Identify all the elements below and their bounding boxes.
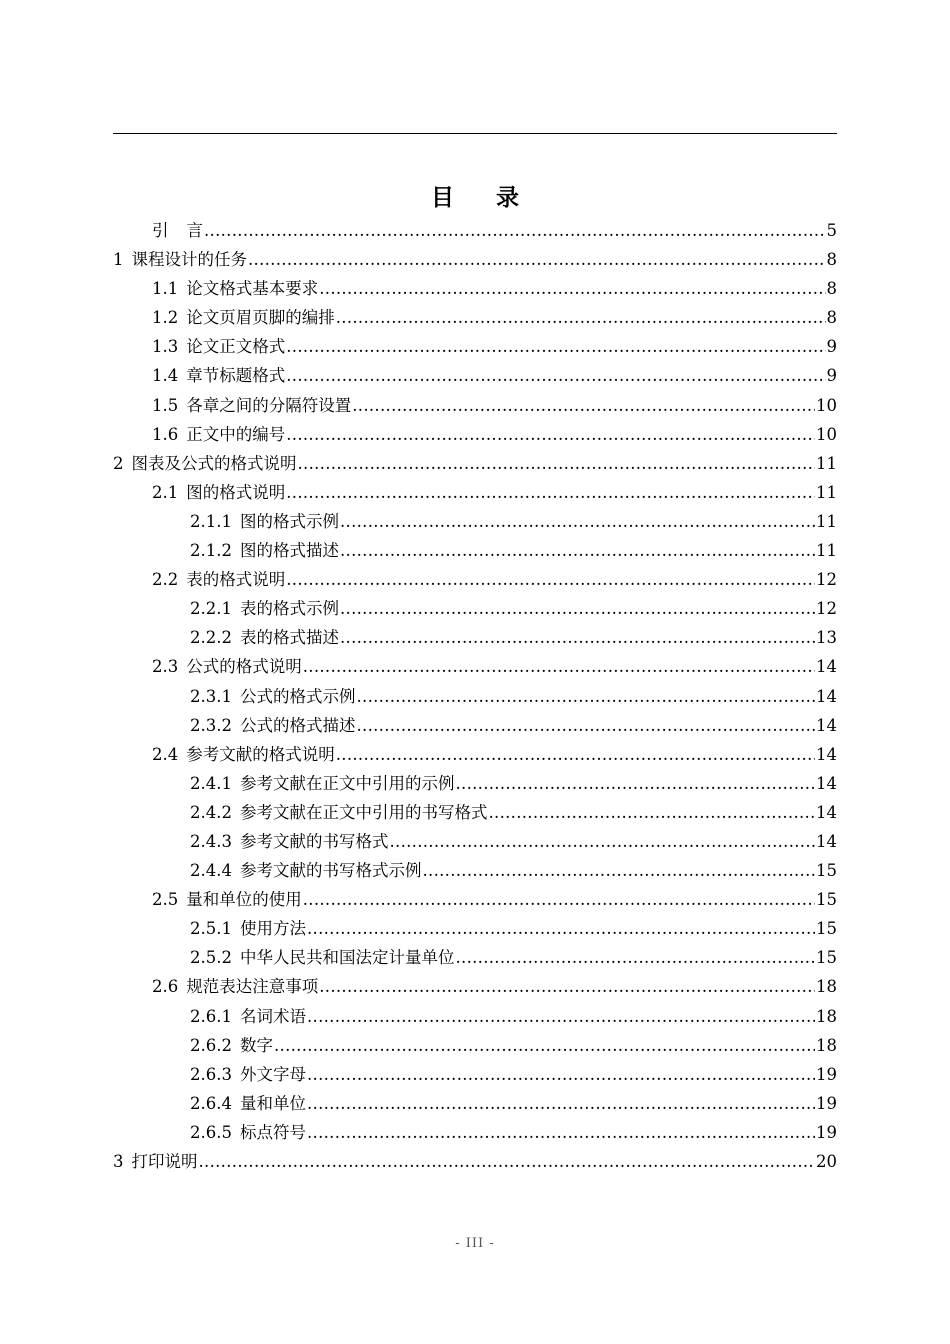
toc-entry-page: 8 xyxy=(826,250,837,270)
toc-entry[interactable] xyxy=(113,216,837,245)
toc-entry-title: 课程设计的任务 xyxy=(131,250,247,270)
toc-entry-page: 13 xyxy=(816,628,837,648)
toc-entry[interactable] xyxy=(113,274,837,303)
toc-entry[interactable] xyxy=(113,798,837,827)
toc-entry-page: 19 xyxy=(816,1064,837,1084)
toc-dot-leader xyxy=(286,420,815,449)
toc-entry-number: 2.1 xyxy=(152,482,179,502)
toc-entry-number: 2.3.2 xyxy=(190,715,232,735)
toc-dot-leader xyxy=(422,856,815,885)
toc-dot-leader xyxy=(488,798,815,827)
toc-entry[interactable] xyxy=(113,391,837,420)
toc-entry-number: 2.6 xyxy=(152,977,179,997)
toc-entry-title: 引言 xyxy=(152,221,221,240)
toc-entry-page: 9 xyxy=(826,337,837,357)
toc-entry-number: 2.6.1 xyxy=(190,1006,232,1026)
toc-entry-page: 19 xyxy=(816,1093,837,1113)
toc-dot-leader xyxy=(286,565,815,594)
toc-entry-number: 2.4.1 xyxy=(190,773,232,793)
toc-dot-leader xyxy=(307,1060,815,1089)
toc-entry-page: 18 xyxy=(816,977,837,997)
toc-entry[interactable] xyxy=(113,1147,837,1176)
toc-entry-number: 2.4.3 xyxy=(190,831,232,851)
toc-dot-leader xyxy=(307,914,815,943)
toc-entry-number: 3 xyxy=(113,1152,124,1171)
toc-entry-title: 名词术语 xyxy=(239,1006,306,1026)
toc-entry-number: 2.5 xyxy=(152,890,179,910)
toc-entry[interactable] xyxy=(113,652,837,681)
toc-entry-title: 打印说明 xyxy=(131,1152,198,1171)
toc-entry[interactable] xyxy=(113,536,837,565)
toc-entry[interactable] xyxy=(113,303,837,332)
toc-dot-leader xyxy=(455,769,815,798)
toc-entry-page: 15 xyxy=(816,890,837,910)
toc-dot-leader xyxy=(298,449,816,478)
toc-entry[interactable] xyxy=(113,1089,837,1118)
toc-entry-page: 14 xyxy=(816,773,837,793)
toc-entry[interactable] xyxy=(113,1031,837,1060)
toc-entry-number: 2.2.2 xyxy=(190,628,232,648)
toc-entry-number: 2.6.4 xyxy=(190,1093,232,1113)
toc-entry-number: 2.1.2 xyxy=(190,541,232,561)
toc-entry-page: 20 xyxy=(816,1152,837,1171)
toc-dot-leader xyxy=(340,507,815,536)
toc-entry-page: 14 xyxy=(816,831,837,851)
toc-entry-page: 8 xyxy=(826,279,837,299)
toc-dot-leader xyxy=(356,682,815,711)
toc-dot-leader xyxy=(307,1002,815,1031)
toc-entry-page: 14 xyxy=(816,686,837,706)
toc-entry[interactable] xyxy=(113,972,837,1001)
toc-dot-leader xyxy=(286,332,825,361)
toc-entry[interactable] xyxy=(113,740,837,769)
toc-entry-page: 10 xyxy=(816,424,837,444)
toc-entry[interactable] xyxy=(113,245,837,274)
toc-entry-title: 图的格式说明 xyxy=(186,482,286,502)
toc-dot-leader xyxy=(204,216,826,245)
header-rule xyxy=(113,133,837,134)
toc-entry[interactable] xyxy=(113,1060,837,1089)
toc-entry-title: 数字 xyxy=(239,1035,273,1055)
table-of-contents xyxy=(113,216,837,1176)
toc-entry-title: 参考文献的格式说明 xyxy=(186,744,335,764)
toc-entry-number: 2.4.2 xyxy=(190,802,232,822)
toc-dot-leader xyxy=(319,972,815,1001)
toc-entry-page: 8 xyxy=(826,308,837,328)
toc-entry-title: 外文字母 xyxy=(239,1064,306,1084)
footer-page-number: - III - xyxy=(455,1236,495,1251)
toc-entry-number: 1.3 xyxy=(152,337,179,357)
toc-dot-leader xyxy=(352,391,815,420)
toc-entry-title: 表的格式示例 xyxy=(239,599,339,619)
toc-entry-page: 11 xyxy=(816,511,837,531)
toc-entry-title: 公式的格式说明 xyxy=(186,657,302,677)
toc-entry[interactable] xyxy=(113,1118,837,1147)
toc-entry[interactable] xyxy=(113,478,837,507)
toc-dot-leader xyxy=(340,623,815,652)
toc-entry-title: 参考文献在正文中引用的示例 xyxy=(239,773,455,793)
toc-entry-number: 2.6.2 xyxy=(190,1035,232,1055)
toc-entry-number: 2.6.5 xyxy=(190,1122,232,1142)
toc-entry[interactable] xyxy=(113,623,837,652)
toc-entry[interactable] xyxy=(113,449,837,478)
toc-entry-title: 图的格式示例 xyxy=(239,511,339,531)
toc-entry-title: 论文格式基本要求 xyxy=(186,279,319,299)
toc-entry-title: 中华人民共和国法定计量单位 xyxy=(239,948,455,968)
toc-entry-number: 2.6.3 xyxy=(190,1064,232,1084)
toc-entry-number: 2.4 xyxy=(152,744,179,764)
toc-entry-page: 10 xyxy=(816,395,837,415)
toc-entry-title: 论文正文格式 xyxy=(186,337,286,357)
toc-entry-number: 2.5.1 xyxy=(190,919,232,939)
toc-entry-number: 2.2 xyxy=(152,570,179,590)
toc-entry-page: 18 xyxy=(816,1006,837,1026)
toc-entry-title: 参考文献在正文中引用的书写格式 xyxy=(239,802,488,822)
toc-entry-title: 章节标题格式 xyxy=(186,366,286,386)
toc-entry-number: 2 xyxy=(113,453,124,473)
toc-entry-title: 图的格式描述 xyxy=(239,541,339,561)
toc-title-char: 录 xyxy=(496,184,519,211)
toc-entry-title: 表的格式描述 xyxy=(239,628,339,648)
toc-dot-leader xyxy=(286,478,815,507)
toc-entry-title: 量和单位的使用 xyxy=(186,890,302,910)
toc-entry-title: 参考文献的书写格式示例 xyxy=(239,861,422,881)
toc-entry-number: 2.4.4 xyxy=(190,861,232,881)
toc-entry-page: 14 xyxy=(816,715,837,735)
toc-dot-leader xyxy=(248,245,826,274)
toc-entry[interactable] xyxy=(113,885,837,914)
toc-entry[interactable] xyxy=(113,943,837,972)
toc-entry-title: 公式的格式描述 xyxy=(239,715,356,735)
toc-entry-page: 12 xyxy=(816,570,837,590)
toc-entry-number: 2.2.1 xyxy=(190,599,232,619)
toc-entry-page: 14 xyxy=(816,744,837,764)
toc-entry-number: 1.4 xyxy=(152,366,179,386)
toc-dot-leader xyxy=(286,361,825,390)
toc-entry-title: 量和单位 xyxy=(239,1093,306,1113)
toc-entry-page: 11 xyxy=(816,541,837,561)
toc-entry-title: 正文中的编号 xyxy=(186,424,286,444)
toc-dot-leader xyxy=(307,1118,815,1147)
toc-entry-title: 使用方法 xyxy=(239,919,306,939)
toc-entry-number: 1.1 xyxy=(152,279,179,299)
toc-entry[interactable] xyxy=(113,332,837,361)
toc-entry-page: 15 xyxy=(816,919,837,939)
toc-entry-page: 18 xyxy=(816,1035,837,1055)
toc-entry[interactable] xyxy=(113,361,837,390)
toc-entry-number: 1.5 xyxy=(152,395,179,415)
toc-entry[interactable] xyxy=(113,682,837,711)
toc-entry-page: 15 xyxy=(816,948,837,968)
toc-entry[interactable] xyxy=(113,594,837,623)
toc-entry-page: 12 xyxy=(816,599,837,619)
toc-dot-leader xyxy=(199,1147,816,1176)
toc-dot-leader xyxy=(340,536,815,565)
toc-dot-leader xyxy=(336,740,815,769)
toc-entry[interactable] xyxy=(113,711,837,740)
toc-dot-leader xyxy=(303,652,815,681)
toc-entry-title: 公式的格式示例 xyxy=(239,686,356,706)
toc-dot-leader xyxy=(389,827,815,856)
toc-entry-number: 2.5.2 xyxy=(190,948,232,968)
toc-entry-page: 11 xyxy=(816,453,837,473)
toc-entry-number: 1.2 xyxy=(152,308,179,328)
toc-entry[interactable] xyxy=(113,914,837,943)
toc-entry[interactable] xyxy=(113,769,837,798)
toc-entry-page: 15 xyxy=(816,861,837,881)
toc-entry-title: 各章之间的分隔符设置 xyxy=(186,395,352,415)
toc-dot-leader xyxy=(303,885,815,914)
toc-entry-page: 5 xyxy=(826,221,837,240)
toc-title xyxy=(0,182,950,214)
toc-entry-title: 标点符号 xyxy=(239,1122,306,1142)
toc-dot-leader xyxy=(274,1031,815,1060)
toc-dot-leader xyxy=(340,594,815,623)
toc-entry-title: 规范表达注意事项 xyxy=(186,977,319,997)
toc-dot-leader xyxy=(307,1089,815,1118)
toc-dot-leader xyxy=(319,274,825,303)
toc-dot-leader xyxy=(356,711,815,740)
toc-entry-title: 图表及公式的格式说明 xyxy=(131,453,297,473)
toc-dot-leader xyxy=(455,943,815,972)
toc-entry[interactable] xyxy=(113,827,837,856)
toc-entry[interactable] xyxy=(113,507,837,536)
toc-title-char: 目 xyxy=(431,184,454,211)
toc-entry-page: 11 xyxy=(816,482,837,502)
toc-entry-title: 论文页眉页脚的编排 xyxy=(186,308,335,328)
toc-entry-title: 表的格式说明 xyxy=(186,570,286,590)
toc-dot-leader xyxy=(336,303,826,332)
toc-entry-number: 2.1.1 xyxy=(190,511,232,531)
toc-entry-number: 2.3.1 xyxy=(190,686,232,706)
toc-entry-title: 参考文献的书写格式 xyxy=(239,831,389,851)
toc-entry-number: 2.3 xyxy=(152,657,179,677)
toc-entry[interactable] xyxy=(113,565,837,594)
toc-entry-page: 14 xyxy=(816,657,837,677)
toc-entry-page: 9 xyxy=(826,366,837,386)
toc-entry-page: 19 xyxy=(816,1122,837,1142)
toc-entry-number: 1.6 xyxy=(152,424,179,444)
toc-entry-number: 1 xyxy=(113,250,124,270)
toc-entry[interactable] xyxy=(113,1002,837,1031)
toc-entry[interactable] xyxy=(113,856,837,885)
toc-entry-page: 14 xyxy=(816,802,837,822)
toc-entry[interactable] xyxy=(113,420,837,449)
